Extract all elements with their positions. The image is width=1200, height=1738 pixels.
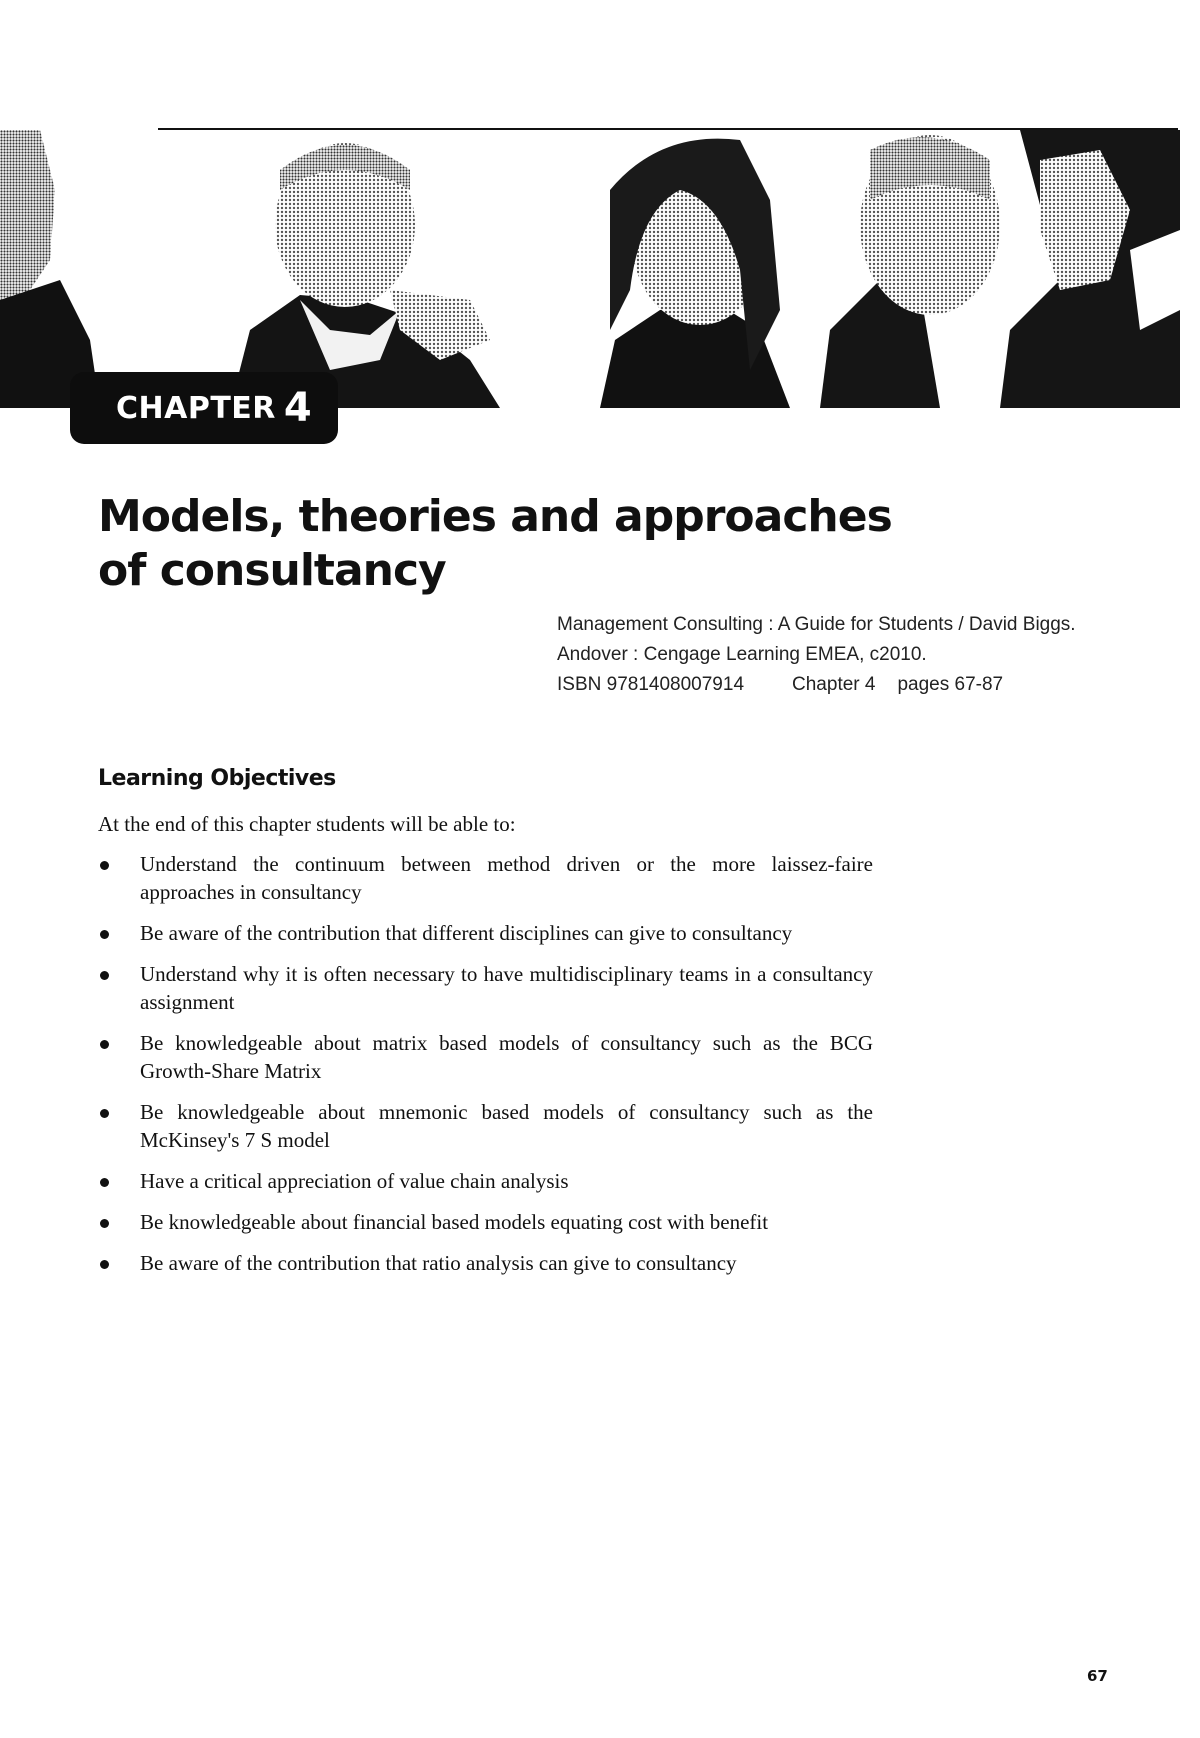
objective-item [98, 960, 873, 1016]
objective-item [98, 919, 873, 947]
learning-objectives-list [98, 850, 873, 1290]
objective-text: Have a critical appreciation of value chain analysis [140, 1169, 569, 1193]
chapter-label: CHAPTER [116, 390, 276, 426]
chapter-title [98, 490, 998, 598]
bullet-icon [100, 1260, 109, 1269]
page-number: 67 [1087, 1667, 1108, 1685]
learning-objectives-heading: Learning Objectives [98, 766, 336, 791]
objective-item [98, 1098, 873, 1154]
chapter-number: 4 [283, 385, 312, 431]
objective-item [98, 1208, 873, 1236]
objective-text: Be knowledgeable about financial based models equating cost with benefit [140, 1210, 769, 1234]
objective-text: Be aware of the contribution that ratio analysis can give to consultancy [140, 1251, 737, 1275]
objective-text: Understand why it is often necessary to have multidisciplinary teams in a consultancy assignment [140, 962, 873, 1014]
chapter-title-line-1: Models, theories and approaches [98, 491, 892, 542]
objective-item [98, 1167, 873, 1195]
bullet-icon [100, 1178, 109, 1187]
objective-item [98, 1029, 873, 1085]
objective-text: Be knowledgeable about matrix based models of consultancy such as the BCG Growth-Share Matrix [140, 1031, 873, 1083]
chapter-tab [70, 372, 338, 444]
citation-line-1: Management Consulting : A Guide for Students / David Biggs. [557, 614, 1076, 635]
bullet-icon [100, 1109, 109, 1118]
page-range: pages 67-87 [897, 674, 1004, 695]
citation-block [557, 610, 1177, 700]
objective-text: Be knowledgeable about mnemonic based models of consultancy such as the McKinsey's 7 S model [140, 1100, 873, 1152]
objective-item [98, 1249, 873, 1277]
citation-line-3 [557, 670, 1177, 700]
learning-objectives-intro: At the end of this chapter students will be able to: [98, 812, 516, 836]
objective-text: Be aware of the contribution that different disciplines can give to consultancy [140, 921, 793, 945]
chapter-reference: Chapter 4 [792, 674, 876, 695]
bullet-icon [100, 930, 109, 939]
bullet-icon [100, 1219, 109, 1228]
isbn-value: 9781408007914 [606, 674, 745, 695]
bullet-icon [100, 971, 109, 980]
chapter-banner-photo [0, 130, 1180, 408]
bullet-icon [100, 861, 109, 870]
objective-text: Understand the continuum between method driven or the more laissez-faire approaches in consultancy [140, 852, 873, 904]
objective-item [98, 850, 873, 906]
chapter-title-line-2: of consultancy [98, 545, 446, 596]
bullet-icon [100, 1040, 109, 1049]
citation-line-2: Andover : Cengage Learning EMEA, c2010. [557, 644, 927, 665]
isbn-label: ISBN [557, 674, 602, 695]
